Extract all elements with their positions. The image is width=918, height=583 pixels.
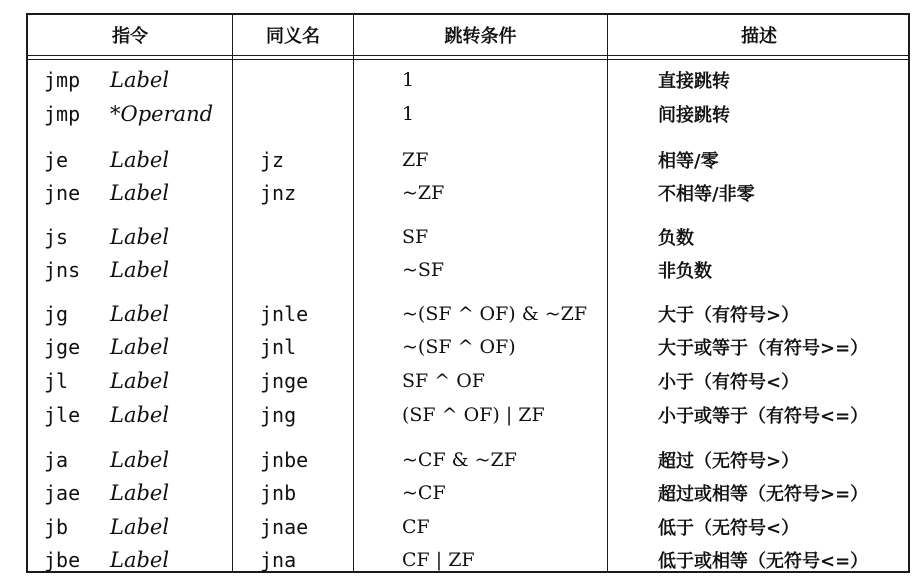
instruction-operand: Label [110, 403, 170, 427]
synonym-cell: jna [260, 548, 297, 572]
condition-cell: ~SF [402, 259, 445, 281]
description-cell: 超过或相等（无符号>=） [658, 484, 869, 505]
table-row [28, 65, 908, 95]
synonym-cell: jnbe [260, 448, 309, 472]
description-cell: 低于或相等（无符号<=） [658, 551, 869, 572]
instruction-mnemonic: jne [44, 181, 81, 205]
condition-cell: SF ^ OF [402, 370, 485, 392]
synonym-cell: jnae [260, 515, 309, 539]
condition-cell: SF [402, 226, 429, 248]
header-instruction: 指令 [112, 26, 148, 47]
description-cell: 不相等/非零 [658, 184, 755, 205]
header-rule-double [28, 59, 908, 60]
table-row [28, 255, 908, 285]
description-cell: 直接跳转 [658, 71, 730, 92]
instruction-mnemonic: jae [44, 481, 81, 505]
instruction-mnemonic: jb [44, 515, 69, 539]
synonym-cell: jng [260, 403, 297, 427]
instruction-mnemonic: ja [44, 448, 69, 472]
description-cell: 间接跳转 [658, 105, 730, 126]
synonym-cell: jnge [260, 369, 309, 393]
instruction-operand: Label [110, 302, 170, 326]
table-row [28, 545, 908, 575]
synonym-cell: jz [260, 148, 285, 172]
synonym-cell: jnb [260, 481, 297, 505]
description-cell: 低于（无符号<） [658, 518, 800, 539]
description-cell: 超过（无符号>） [658, 451, 800, 472]
condition-cell: ~(SF ^ OF) & ~ZF [402, 303, 587, 325]
header-condition: 跳转条件 [444, 26, 517, 47]
table-row [28, 178, 908, 208]
instruction-operand: Label [110, 68, 170, 92]
table-row [28, 512, 908, 542]
table-row [28, 99, 908, 129]
condition-cell: CF | ZF [402, 549, 475, 571]
instruction-mnemonic: jl [44, 369, 69, 393]
header-synonym: 同义名 [266, 26, 320, 47]
condition-cell: ~(SF ^ OF) [402, 336, 516, 358]
table-row [28, 332, 908, 362]
instruction-operand: Label [110, 481, 170, 505]
description-cell: 小于（有符号<） [658, 372, 800, 393]
description-cell: 相等/零 [658, 151, 719, 172]
instruction-mnemonic: jbe [44, 548, 81, 572]
description-cell: 非负数 [658, 261, 712, 282]
description-cell: 大于（有符号>） [658, 305, 800, 326]
instruction-mnemonic: jmp [44, 68, 81, 92]
instruction-operand: Label [110, 369, 170, 393]
instruction-operand: Label [110, 515, 170, 539]
instruction-operand: Label [110, 548, 170, 572]
table-row [28, 478, 908, 508]
synonym-cell: jnl [260, 335, 297, 359]
instruction-operand: Label [110, 448, 170, 472]
instruction-operand: *Operand [110, 102, 214, 126]
instruction-operand: Label [110, 258, 170, 282]
condition-cell: (SF ^ OF) | ZF [402, 404, 545, 426]
condition-cell: ~ZF [402, 182, 445, 204]
instruction-mnemonic: jle [44, 403, 81, 427]
synonym-cell: jnz [260, 181, 297, 205]
synonym-cell: jnle [260, 302, 309, 326]
table-row [28, 145, 908, 175]
description-cell: 大于或等于（有符号>=） [658, 338, 869, 359]
condition-cell: ZF [402, 149, 429, 171]
table-row [28, 366, 908, 396]
instruction-mnemonic: je [44, 148, 69, 172]
header-description: 描述 [741, 26, 777, 47]
instruction-mnemonic: jge [44, 335, 81, 359]
condition-cell: ~CF & ~ZF [402, 449, 517, 471]
description-cell: 小于或等于（有符号<=） [658, 406, 869, 427]
instruction-operand: Label [110, 148, 170, 172]
condition-cell: 1 [402, 103, 415, 125]
table-row [28, 445, 908, 475]
instruction-operand: Label [110, 225, 170, 249]
table-row [28, 299, 908, 329]
table-row [28, 400, 908, 430]
instruction-operand: Label [110, 335, 170, 359]
instruction-operand: Label [110, 181, 170, 205]
jump-instruction-table [26, 13, 910, 573]
condition-cell: ~CF [402, 482, 446, 504]
instruction-mnemonic: jg [44, 302, 69, 326]
header-rule [28, 55, 908, 56]
instruction-mnemonic: jmp [44, 102, 81, 126]
instruction-mnemonic: jns [44, 258, 81, 282]
table-row [28, 222, 908, 252]
instruction-mnemonic: js [44, 225, 69, 249]
description-cell: 负数 [658, 228, 694, 249]
condition-cell: 1 [402, 69, 415, 91]
condition-cell: CF [402, 516, 430, 538]
